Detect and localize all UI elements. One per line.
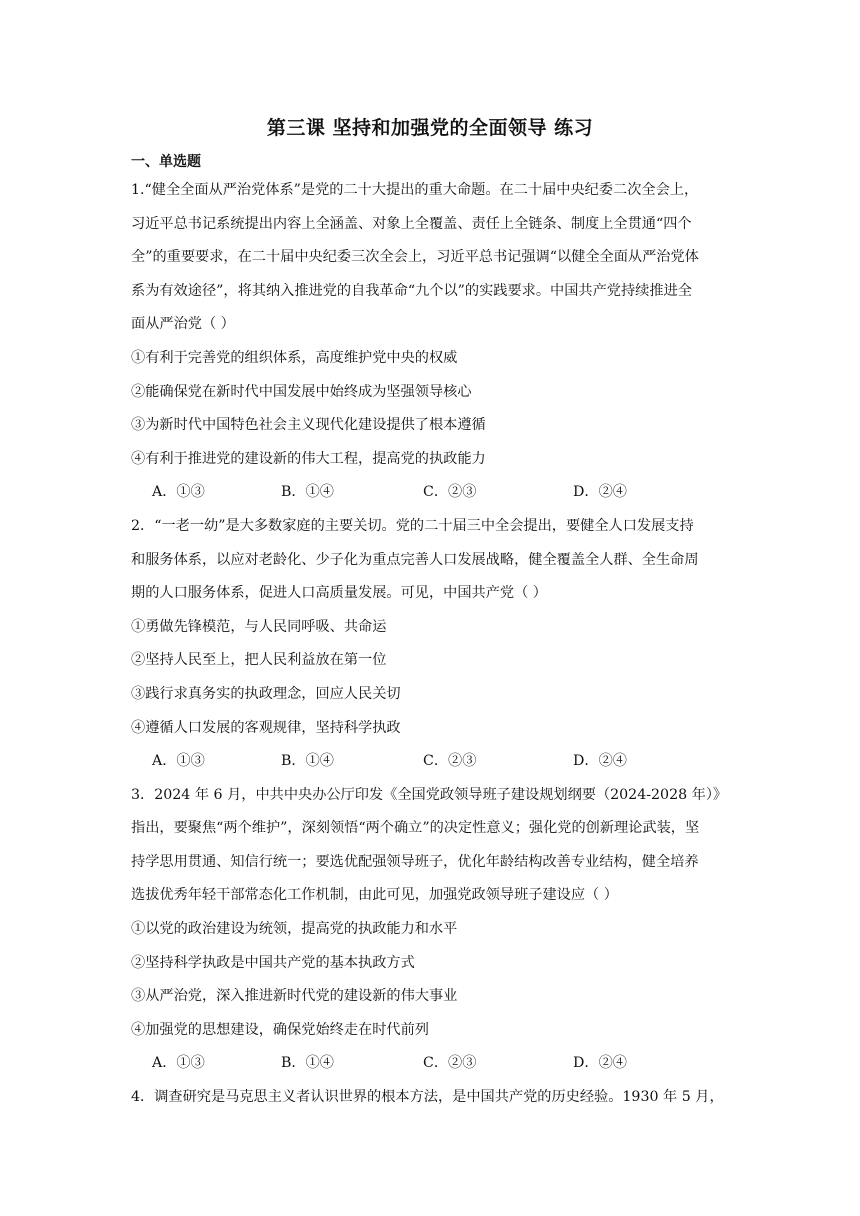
statement-option: ①以党的政治建设为统领，提高党的执政能力和水平 <box>131 921 458 938</box>
statement-option: ②坚持人民至上，把人民利益放在第一位 <box>131 652 387 669</box>
question-text-line: 习近平总书记系统提出内容上全涵盖、对象上全覆盖、责任上全链条、制度上全贯通“四个 <box>131 215 692 232</box>
section-heading: 一、单选题 <box>131 154 201 170</box>
choice-c: C．②③ <box>423 753 477 770</box>
question-2 <box>131 510 731 779</box>
statement-option: ③为新时代中国特色社会主义现代化建设提供了根本遵循 <box>131 417 486 434</box>
question-text-line: 系为有效途径”，将其纳入推进党的自我革命“九个以”的实践要求。中国共产党持续推进全 <box>131 282 692 299</box>
question-text-line: 2．“一老一幼”是大多数家庭的主要关切。党的二十届三中全会提出，要健全人口发展支持 <box>131 517 694 534</box>
question-text-line: 全”的重要要求，在二十届中央纪委三次全会上，习近平总书记强调“以健全全面从严治党体 <box>131 249 699 266</box>
statement-option: ①勇做先锋模范，与人民同呼吸、共命运 <box>131 618 387 635</box>
question-text-line: 1.“健全全面从严治党体系”是党的二十大提出的重大命题。在二十届中央纪委二次全会上， <box>131 182 699 198</box>
answer-choices <box>131 1047 731 1081</box>
choice-c: C．②③ <box>423 1055 477 1072</box>
choice-b: B．①④ <box>281 1055 334 1072</box>
question-4 <box>131 1081 731 1115</box>
question-text-line: 指出，要聚焦“两个维护”，深刻领悟“两个确立”的决定性意义；强化党的创新理论武装，坚 <box>131 820 700 837</box>
question-text-line: 期的人口服务体系，促进人口高质量发展。可见，中国共产党（ ） <box>131 585 547 602</box>
page-title: 第三课 坚持和加强党的全面领导 练习 <box>266 117 594 139</box>
choice-a: A．①③ <box>152 484 205 501</box>
choice-d: D．②④ <box>573 1055 627 1072</box>
choice-b: B．①④ <box>281 484 334 501</box>
statement-option: ②能确保党在新时代中国发展中始终成为坚强领导核心 <box>131 383 472 400</box>
choice-d: D．②④ <box>573 753 627 770</box>
statement-option: ④遵循人口发展的客观规律，坚持科学执政 <box>131 719 401 736</box>
question-text-line: 和服务体系，以应对老龄化、少子化为重点完善人口发展战略，健全覆盖全人群、全生命周 <box>131 551 699 568</box>
statement-option: ①有利于完善党的组织体系，高度维护党中央的权威 <box>131 349 458 366</box>
answer-choices <box>131 476 731 510</box>
question-list <box>131 174 731 1115</box>
statement-option: ②坚持科学执政是中国共产党的基本执政方式 <box>131 954 415 971</box>
statement-option: ④有利于推进党的建设新的伟大工程，提高党的执政能力 <box>131 450 486 467</box>
question-text-line: 选拔优秀年轻干部常态化工作机制，由此可见，加强党政领导班子建设应（ ） <box>131 887 618 904</box>
question-text-line: 面从严治党（ ） <box>131 316 235 333</box>
choice-a: A．①③ <box>152 753 205 770</box>
answer-choices <box>131 745 731 779</box>
question-1 <box>131 174 731 510</box>
choice-b: B．①④ <box>281 753 334 770</box>
choice-c: C．②③ <box>423 484 477 501</box>
statement-option: ④加强党的思想建设，确保党始终走在时代前列 <box>131 1021 429 1038</box>
question-text-line: 3．2024 年 6 月，中共中央办公厅印发《全国党政领导班子建设规划纲要（2024-2028 年）》 <box>131 786 728 803</box>
question-3 <box>131 779 731 1081</box>
question-text-line: 持学思用贯通、知信行统一；要选优配强领导班子，优化年龄结构改善专业结构，健全培养 <box>131 853 699 870</box>
choice-d: D．②④ <box>573 484 627 501</box>
statement-option: ③从严治党，深入推进新时代党的建设新的伟大事业 <box>131 988 458 1005</box>
statement-option: ③践行求真务实的执政理念，回应人民关切 <box>131 685 401 702</box>
choice-a: A．①③ <box>152 1055 205 1072</box>
question-text-line: 4．调查研究是马克思主义者认识世界的根本方法，是中国共产党的历史经验。1930 年 5 月， <box>131 1089 724 1106</box>
